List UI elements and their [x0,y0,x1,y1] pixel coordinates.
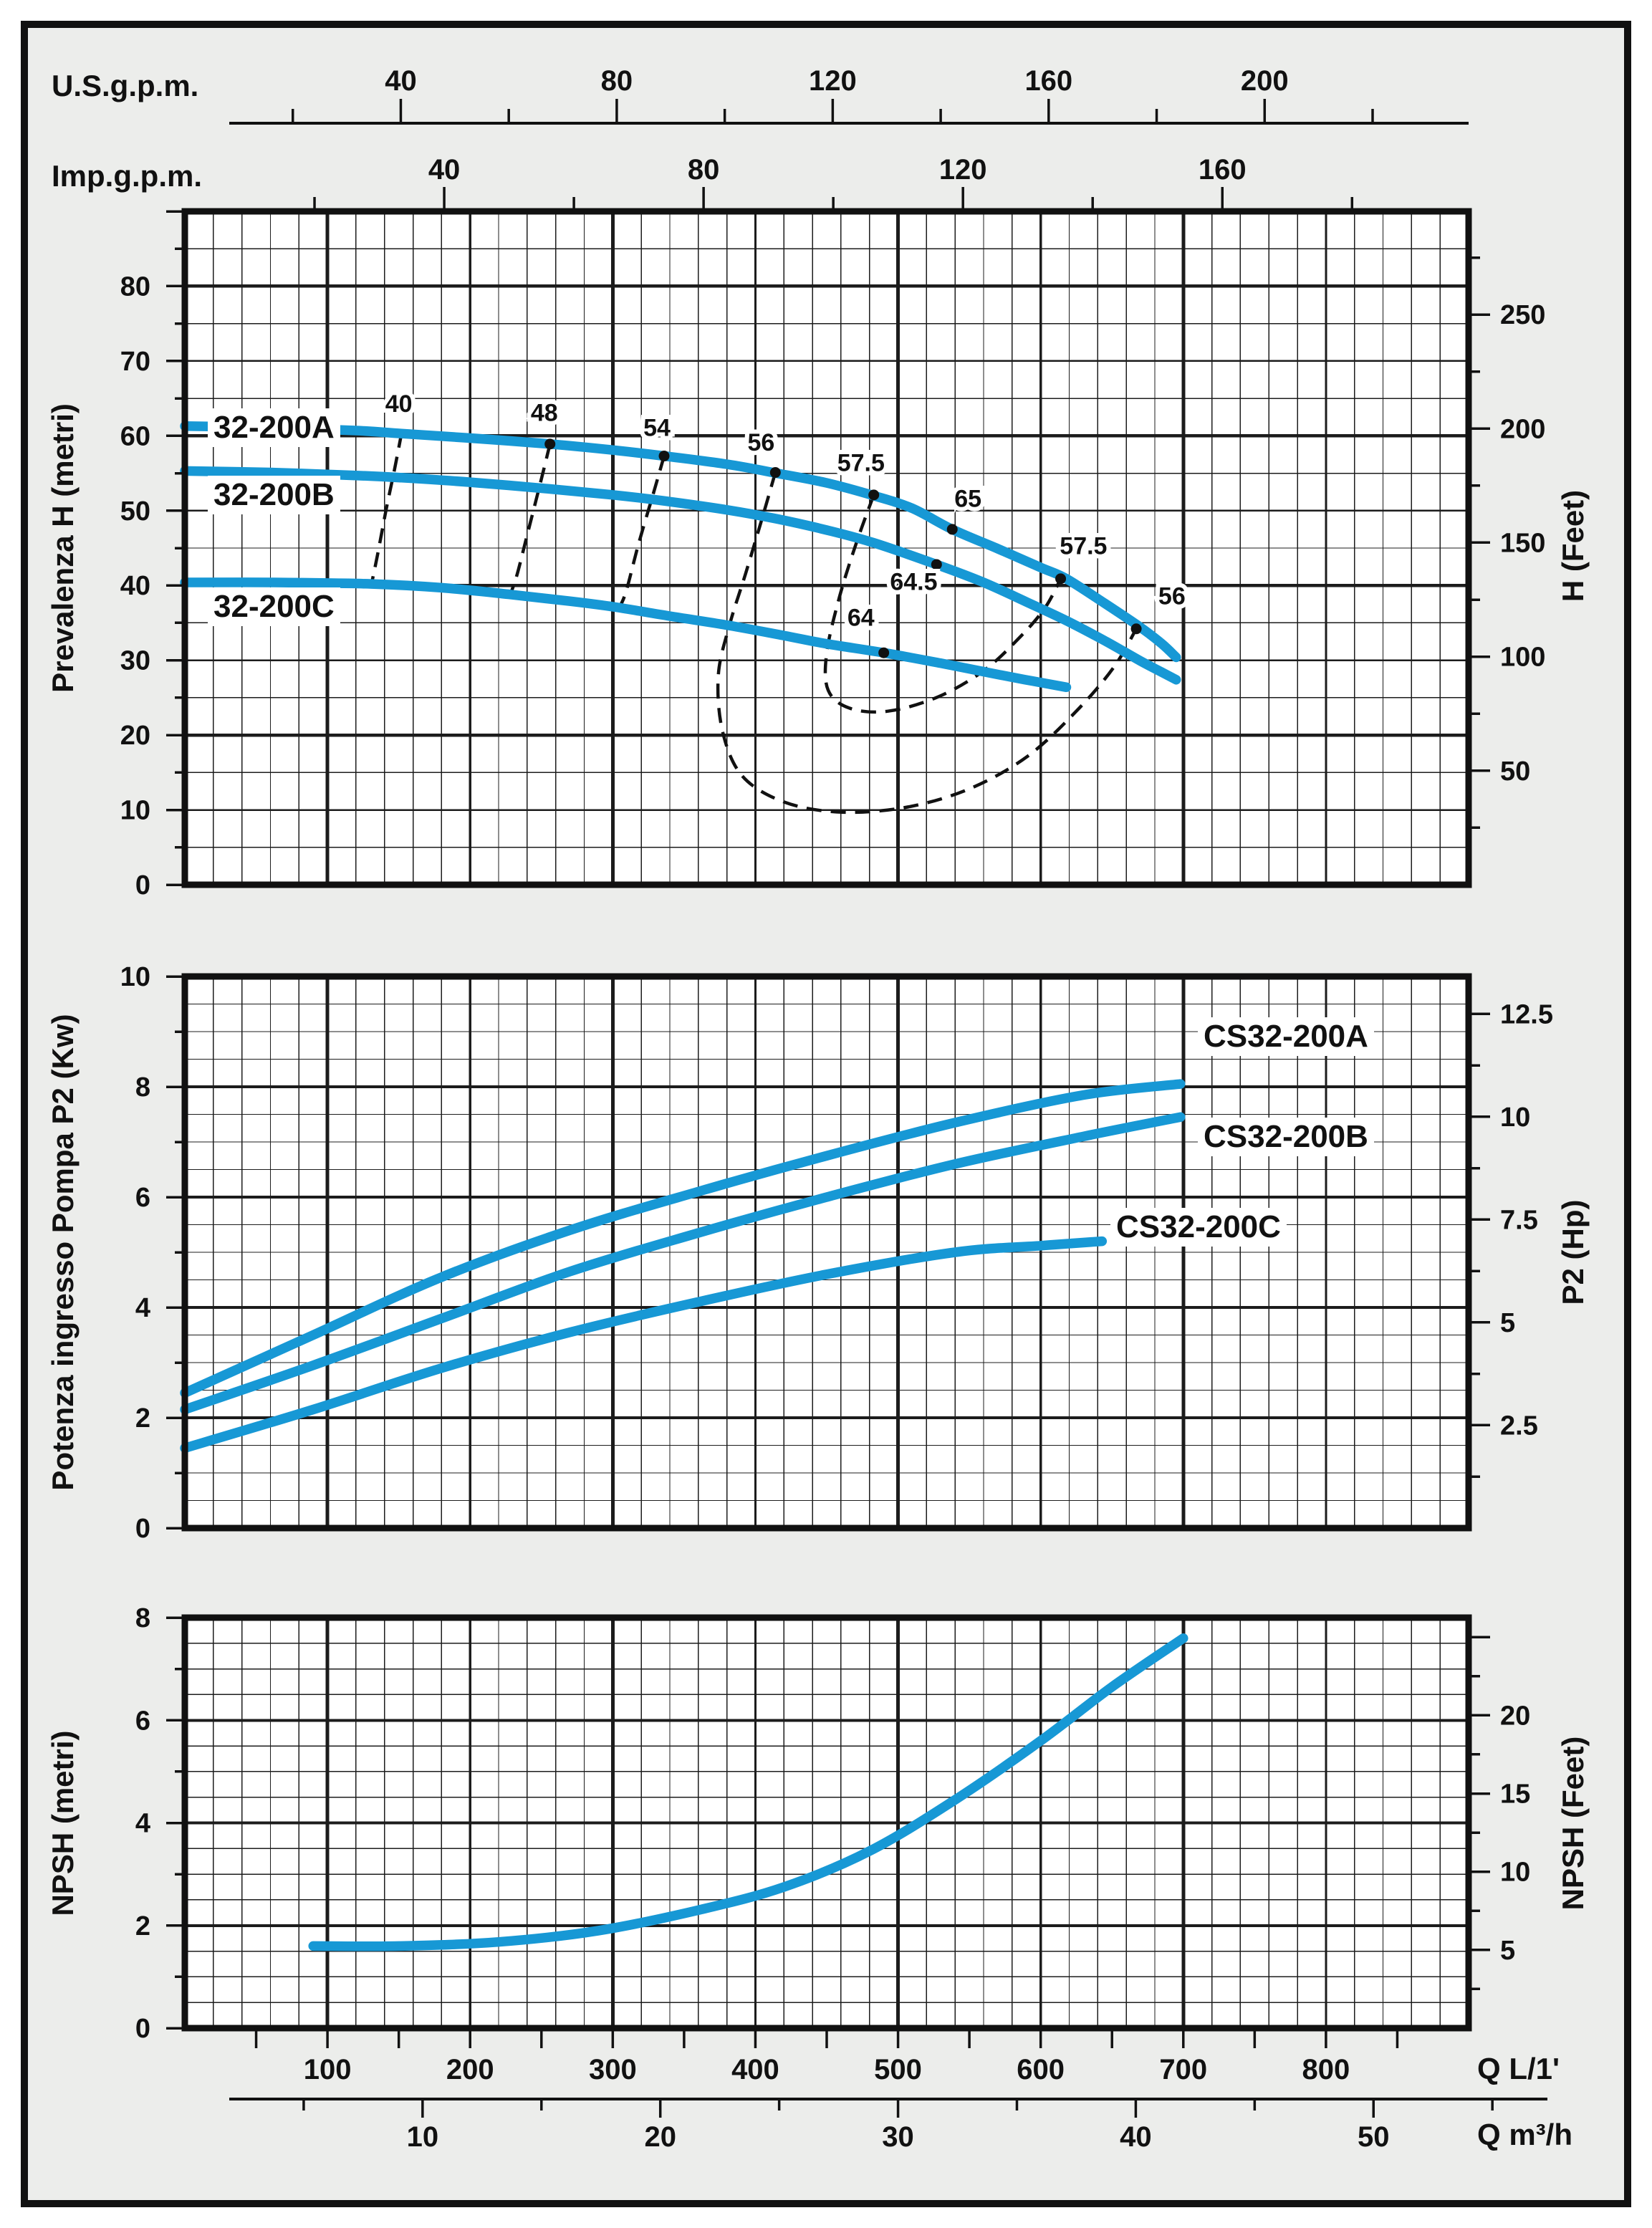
svg-text:10: 10 [120,962,150,992]
svg-text:5: 5 [1500,1307,1516,1338]
npsh-axis-title-right: NPSH (Feet) [1556,1736,1590,1911]
svg-text:10: 10 [120,795,150,826]
svg-text:160: 160 [1198,154,1247,186]
npsh-axis-title-left: NPSH (metri) [46,1730,80,1916]
svg-text:400: 400 [731,2054,779,2085]
svg-text:50: 50 [120,496,150,527]
svg-text:0: 0 [135,870,150,901]
svg-text:4: 4 [135,1808,150,1839]
svg-text:2.5: 2.5 [1500,1411,1538,1441]
svg-text:48: 48 [530,399,558,427]
svg-text:54: 54 [643,414,671,442]
q-l-min-scale-title: Q L/1' [1477,2052,1560,2085]
svg-text:700: 700 [1159,2054,1208,2085]
svg-text:57.5: 57.5 [837,449,885,477]
svg-text:10: 10 [406,2121,439,2153]
curve-label-32-200B: 32-200B [208,476,340,514]
svg-text:65: 65 [954,485,982,513]
svg-text:20: 20 [120,721,150,752]
svg-text:64.5: 64.5 [890,568,938,596]
svg-text:12.5: 12.5 [1500,999,1553,1030]
svg-text:150: 150 [1500,528,1546,559]
svg-text:56: 56 [747,429,775,457]
svg-text:70: 70 [120,346,150,377]
imp-gpm-scale-title: Imp.g.p.m. [52,159,202,193]
svg-text:120: 120 [938,154,987,186]
svg-text:7.5: 7.5 [1500,1205,1538,1236]
svg-text:100: 100 [303,2054,352,2085]
svg-text:200: 200 [446,2054,494,2085]
svg-text:6: 6 [135,1706,150,1737]
svg-text:100: 100 [1500,642,1546,673]
svg-text:8: 8 [135,1072,150,1103]
svg-text:50: 50 [1500,756,1531,787]
svg-text:250: 250 [1500,300,1546,331]
curve-label-CS32-200C: CS32-200C [1110,1208,1287,1247]
q-m3h-scale-title: Q m³/h [1477,2118,1572,2151]
svg-text:200: 200 [1240,65,1289,97]
svg-text:50: 50 [1358,2121,1390,2153]
power-axis-title-right: P2 (Hp) [1556,1199,1590,1305]
svg-text:40: 40 [120,571,150,602]
svg-text:15: 15 [1500,1779,1531,1810]
svg-text:80: 80 [687,154,720,186]
svg-text:30: 30 [120,645,150,676]
curve-label-CS32-200A: CS32-200A [1198,1017,1374,1056]
curve-label-32-200A: 32-200A [208,408,340,447]
svg-text:300: 300 [588,2054,637,2085]
svg-text:600: 600 [1017,2054,1065,2085]
svg-text:500: 500 [874,2054,922,2085]
svg-text:40: 40 [428,154,461,186]
svg-text:2: 2 [135,1911,150,1941]
svg-text:40: 40 [1120,2121,1152,2153]
svg-text:6: 6 [135,1183,150,1213]
curve-label-32-200C: 32-200C [208,587,340,626]
svg-text:20: 20 [644,2121,676,2153]
svg-text:0: 0 [135,1514,150,1544]
svg-text:2: 2 [135,1403,150,1434]
svg-text:4: 4 [135,1293,150,1323]
svg-text:64: 64 [847,604,875,632]
svg-text:80: 80 [600,65,633,97]
svg-text:8: 8 [135,1603,150,1633]
svg-text:10: 10 [1500,1857,1531,1888]
svg-text:0: 0 [135,2014,150,2044]
us-gpm-scale-title: U.S.g.p.m. [52,69,199,102]
svg-text:57.5: 57.5 [1060,532,1108,560]
svg-text:30: 30 [882,2121,914,2153]
head-axis-title-left: Prevalenza H (metri) [46,403,80,693]
svg-text:60: 60 [120,421,150,452]
svg-text:160: 160 [1024,65,1073,97]
svg-text:10: 10 [1500,1102,1531,1133]
svg-text:120: 120 [808,65,857,97]
svg-text:5: 5 [1500,1935,1516,1966]
svg-text:56: 56 [1158,582,1186,610]
svg-text:40: 40 [385,65,417,97]
svg-text:800: 800 [1302,2054,1350,2085]
svg-text:20: 20 [1500,1701,1531,1732]
svg-text:40: 40 [385,390,413,418]
power-axis-title-left: Potenza ingresso Pompa P2 (Kw) [46,1014,80,1491]
head-axis-title-right: H (Feet) [1556,489,1590,602]
curve-label-CS32-200B: CS32-200B [1198,1118,1374,1156]
svg-text:200: 200 [1500,414,1546,445]
svg-text:80: 80 [120,272,150,302]
